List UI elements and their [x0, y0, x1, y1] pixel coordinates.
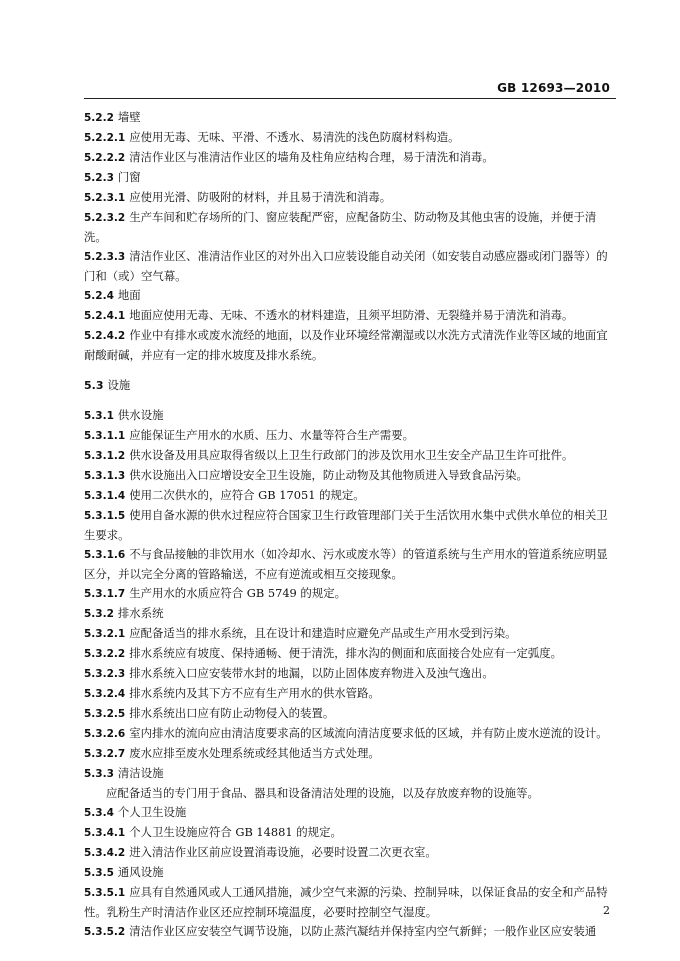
clause-number: 5.3.2.3 [84, 668, 126, 680]
clause-number: 5.3.5.1 [84, 887, 126, 899]
clause-text: 个人卫生设施应符合 GB 14881 的规定。 [129, 825, 342, 839]
clause-text: 排水系统 [117, 606, 164, 620]
clause-text: 使用自备水源的供水过程应符合国家卫生行政管理部门关于生活饮用水集中式供水单位的相关卫生要求。 [84, 508, 608, 542]
clause-text: 应配备适当的排水系统，且在设计和建造时应避免产品或生产用水受到污染。 [129, 626, 517, 640]
document-body [84, 108, 616, 942]
clause-paragraph [84, 446, 616, 466]
clause-number: 5.3.2.6 [84, 728, 126, 740]
clause-text: 清洁作业区、准清洁作业区的对外出入口应装设能自动关闭（如安装自动感应器或闭门器等）的门和（或）空气幕。 [84, 249, 608, 283]
clause-text: 供水设施出入口应增设安全卫生设施，防止动物及其他物质进入导致食品污染。 [129, 468, 528, 482]
clause-paragraph [84, 426, 616, 446]
clause-number: 5.3.5.2 [84, 926, 126, 938]
clause-number: 5.3.2.7 [84, 748, 126, 760]
clause-number: 5.3.1.6 [84, 549, 126, 561]
header-rule [84, 98, 616, 99]
clause-text: 作业中有排水或废水流经的地面，以及作业环境经常潮湿或以水洗方式清洗作业等区域的地面宜耐酸耐碱，并应有一定的排水坡度及排水系统。 [84, 328, 608, 362]
clause-number: 5.3.4 [84, 807, 114, 819]
clause-number: 5.2.3.3 [84, 251, 126, 263]
clause-text: 墙壁 [117, 110, 141, 124]
clause-text: 应具有自然通风或人工通风措施，减少空气来源的污染、控制异味，以保证食品的安全和产品特性。乳粉生产时清洁作业区还应控制环境温度，必要时控制空气湿度。 [84, 885, 608, 919]
clause-paragraph [84, 584, 616, 604]
clause-text: 地面 [117, 288, 141, 302]
clause-number: 5.3.1.2 [84, 450, 126, 462]
clause-number: 5.3.2 [84, 608, 114, 620]
clause-paragraph [84, 803, 616, 823]
clause-number: 5.3.1.4 [84, 490, 126, 502]
section-heading [84, 376, 616, 395]
clause-number: 5.2.3.2 [84, 212, 126, 224]
clause-paragraph [84, 764, 616, 784]
clause-number: 5.3.3 [84, 768, 114, 780]
clause-paragraph [84, 704, 616, 724]
clause-number: 5.2.4 [84, 290, 114, 302]
clause-text: 生产用水的水质应符合 GB 5749 的规定。 [129, 586, 346, 600]
clause-number: 5.3.2.5 [84, 708, 126, 720]
clause-paragraph [84, 148, 616, 168]
clause-paragraph [84, 406, 616, 426]
clause-number: 5.2.2.2 [84, 152, 126, 164]
clause-text: 排水系统出口应有防止动物侵入的装置。 [129, 706, 335, 720]
clause-text: 排水系统内及其下方不应有生产用水的供水管路。 [129, 686, 380, 700]
clause-paragraph [84, 644, 616, 664]
clause-paragraph [84, 863, 616, 883]
clause-text: 应使用光滑、防吸附的材料，并且易于清洗和消毒。 [129, 190, 392, 204]
clause-text: 清洁设施 [117, 766, 164, 780]
clause-number: 5.3.4.2 [84, 847, 126, 859]
clause-paragraph [84, 208, 616, 247]
clause-text: 地面应使用无毒、无味、不透水的材料建造，且须平坦防滑、无裂缝并易于清洗和消毒。 [129, 308, 574, 322]
clause-paragraph [84, 506, 616, 545]
clause-number: 5.2.3.1 [84, 192, 126, 204]
clause-paragraph [84, 823, 616, 843]
clause-text: 废水应排至废水处理系统或经其他适当方式处理。 [129, 746, 380, 760]
document-code-header: GB 12693—2010 [497, 81, 610, 95]
clause-number: 5.3.1.3 [84, 470, 126, 482]
clause-paragraph [84, 664, 616, 684]
clause-text: 应能保证生产用水的水质、压力、水量等符合生产需要。 [129, 428, 414, 442]
clause-paragraph [84, 188, 616, 208]
clause-number: 5.3.1 [84, 410, 114, 422]
clause-text: 供水设备及用具应取得省级以上卫生行政部门的涉及饮用水卫生安全产品卫生许可批件。 [129, 448, 574, 462]
clause-paragraph [84, 843, 616, 863]
clause-text: 排水系统入口应安装带水封的地漏，以防止固体废弃物进入及浊气逸出。 [129, 666, 494, 680]
clause-paragraph [84, 784, 616, 803]
clause-paragraph [84, 604, 616, 624]
clause-paragraph [84, 922, 616, 942]
clause-paragraph [84, 624, 616, 644]
clause-number: 5.3.2.4 [84, 688, 126, 700]
clause-text: 应配备适当的专门用于食品、器具和设备清洁处理的设施，以及存放废弃物的设施等。 [106, 786, 539, 800]
clause-number: 5.3.1.5 [84, 510, 126, 522]
clause-text: 清洁作业区应安装空气调节设施，以防止蒸汽凝结并保持室内空气新鲜；一般作业区应安装通 [129, 924, 597, 938]
clause-text: 室内排水的流向应由清洁度要求高的区域流向清洁度要求低的区域，并有防止废水逆流的设计。 [129, 726, 608, 740]
clause-paragraph [84, 486, 616, 506]
clause-number: 5.3.2.1 [84, 628, 126, 640]
clause-paragraph [84, 883, 616, 922]
page-number: 2 [603, 904, 610, 917]
clause-number: 5.3.1.1 [84, 430, 126, 442]
clause-paragraph [84, 744, 616, 764]
clause-text: 使用二次供水的，应符合 GB 17051 的规定。 [129, 488, 365, 502]
clause-text: 生产车间和贮存场所的门、窗应装配严密，应配备防尘、防动物及其他虫害的设施，并便于清洗。 [84, 210, 597, 244]
clause-paragraph [84, 724, 616, 744]
clause-number: 5.2.4.1 [84, 310, 126, 322]
clause-number: 5.3.5 [84, 867, 114, 879]
clause-text: 排水系统应有坡度、保持通畅、便于清洗，排水沟的侧面和底面接合处应有一定弧度。 [129, 646, 563, 660]
clause-paragraph [84, 128, 616, 148]
clause-paragraph [84, 326, 616, 365]
clause-text: 通风设施 [117, 865, 164, 879]
clause-text: 清洁作业区与准清洁作业区的墙角及柱角应结构合理，易于清洗和消毒。 [129, 150, 494, 164]
clause-number: 5.2.2.1 [84, 132, 126, 144]
clause-paragraph [84, 545, 616, 584]
clause-paragraph [84, 247, 616, 286]
clause-paragraph [84, 168, 616, 188]
clause-text: 不与食品接触的非饮用水（如冷却水、污水或废水等）的管道系统与生产用水的管道系统应明显区分，并以完全分离的管路输送，不应有逆流或相互交接现象。 [84, 547, 608, 581]
clause-paragraph [84, 286, 616, 306]
clause-number: 5.3.4.1 [84, 827, 126, 839]
clause-number: 5.3 [84, 379, 104, 392]
clause-paragraph [84, 306, 616, 326]
clause-paragraph [84, 466, 616, 486]
clause-number: 5.3.1.7 [84, 588, 126, 600]
clause-number: 5.2.2 [84, 112, 114, 124]
clause-text: 供水设施 [117, 408, 164, 422]
clause-text: 进入清洁作业区前应设置消毒设施，必要时设置二次更衣室。 [129, 845, 437, 859]
clause-paragraph [84, 108, 616, 128]
clause-paragraph [84, 684, 616, 704]
clause-text: 个人卫生设施 [117, 805, 187, 819]
clause-number: 5.2.3 [84, 172, 114, 184]
clause-number: 5.3.2.2 [84, 648, 126, 660]
clause-text: 设施 [107, 378, 131, 392]
clause-text: 门窗 [117, 170, 141, 184]
clause-number: 5.2.4.2 [84, 330, 126, 342]
clause-text: 应使用无毒、无味、平滑、不透水、易清洗的浅色防腐材料构造。 [129, 130, 460, 144]
